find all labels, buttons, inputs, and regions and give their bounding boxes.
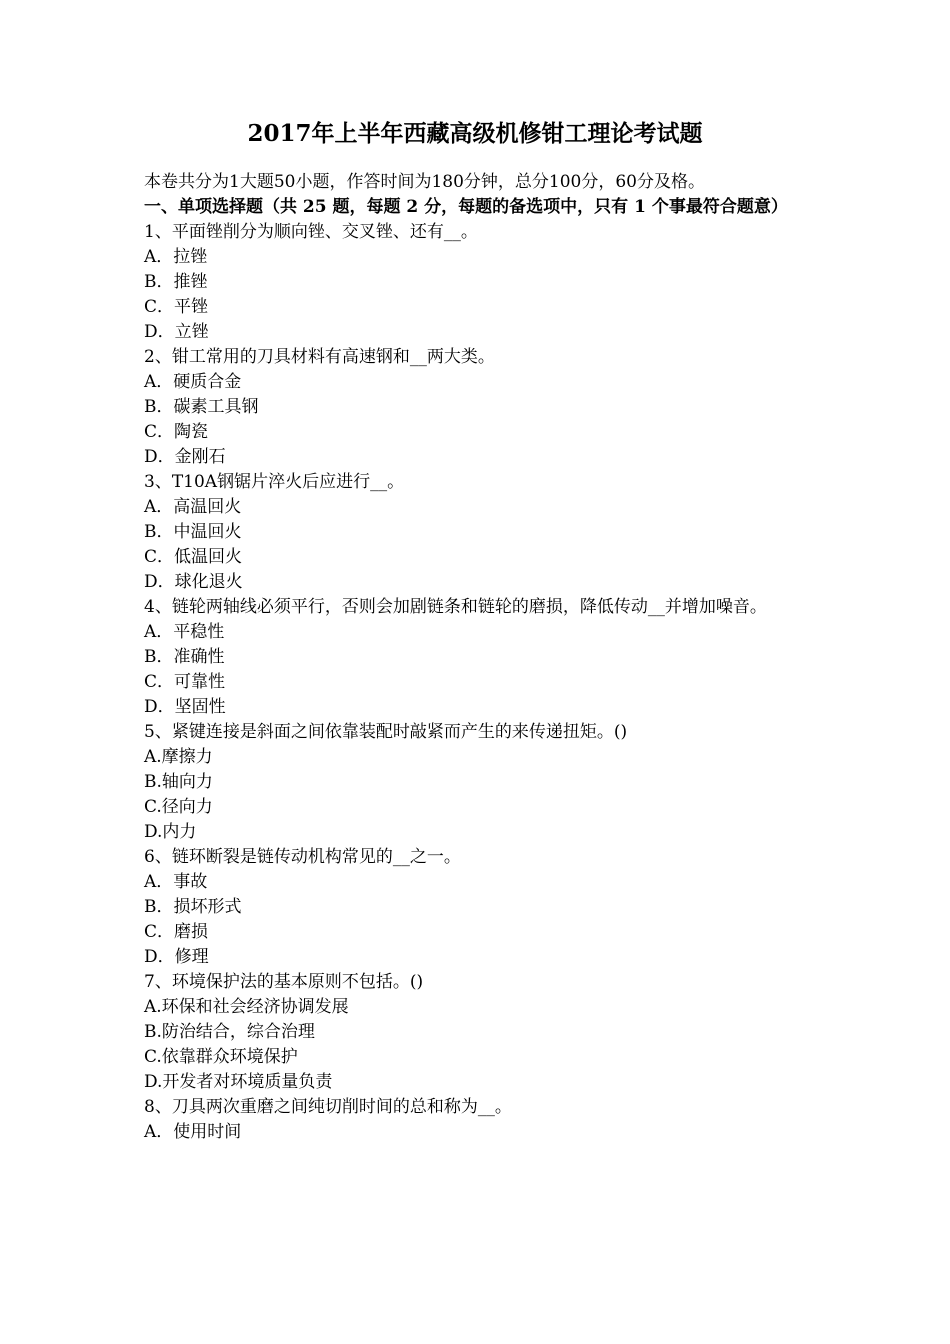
answer-option: C．可靠性 [144, 672, 226, 692]
question-stem: 2、钳工常用的刀具材料有高速钢和__两大类。 [144, 347, 495, 367]
answer-option: A．高温回火 [144, 497, 242, 517]
document-title: 2017年上半年西藏高级机修钳工理论考试题 [247, 120, 703, 147]
exam-intro: 本卷共分为1大题50小题，作答时间为180分钟，总分100分，60分及格。 [144, 172, 705, 192]
answer-option: D.开发者对环境质量负责 [144, 1072, 333, 1092]
answer-option: B．准确性 [144, 647, 225, 667]
answer-option: B．损坏形式 [144, 897, 242, 917]
question-item [144, 970, 814, 1095]
answer-option: D．立锉 [144, 322, 209, 342]
answer-option: C．陶瓷 [144, 422, 209, 442]
question-item [144, 470, 814, 595]
question-stem: 3、T10A钢锯片淬火后应进行__。 [144, 472, 405, 492]
answer-option: C.径向力 [144, 797, 213, 817]
question-item [144, 720, 814, 845]
question-item [144, 845, 814, 970]
answer-option: D．金刚石 [144, 447, 226, 467]
question-stem: 5、紧键连接是斜面之间依靠装配时敲紧而产生的来传递扭矩。() [144, 722, 628, 742]
answer-option: A.摩擦力 [144, 747, 213, 767]
question-item [144, 220, 814, 345]
question-item [144, 1095, 814, 1145]
answer-option: A．事故 [144, 872, 208, 892]
answer-option: B．中温回火 [144, 522, 242, 542]
question-stem: 1、平面锉削分为顺向锉、交叉锉、还有__。 [144, 222, 478, 242]
answer-option: B．碳素工具钢 [144, 397, 259, 417]
answer-option: D．球化退火 [144, 572, 243, 592]
document-body [144, 170, 814, 1145]
question-stem: 6、链环断裂是链传动机构常见的__之一。 [144, 847, 461, 867]
answer-option: A．拉锉 [144, 247, 208, 267]
question-stem: 8、刀具两次重磨之间纯切削时间的总和称为__。 [144, 1097, 512, 1117]
answer-option: D．坚固性 [144, 697, 226, 717]
question-item [144, 595, 814, 720]
answer-option: D．修理 [144, 947, 209, 967]
answer-option: A．平稳性 [144, 622, 225, 642]
answer-option: C．低温回火 [144, 547, 243, 567]
answer-option: B.轴向力 [144, 772, 213, 792]
section-heading: 一、单项选择题（共 25 题，每题 2 分，每题的备选项中，只有 1 个事最符合题意） [144, 197, 788, 217]
answer-option: A．使用时间 [144, 1122, 242, 1142]
answer-option: C．磨损 [144, 922, 209, 942]
answer-option: C．平锉 [144, 297, 209, 317]
answer-option: A．硬质合金 [144, 372, 242, 392]
question-list [144, 220, 814, 1145]
question-stem: 4、链轮两轴线必须平行，否则会加剧链条和链轮的磨损，降低传动__并增加噪音。 [144, 597, 767, 617]
question-stem: 7、环境保护法的基本原则不包括。() [144, 972, 424, 992]
answer-option: B．推锉 [144, 272, 208, 292]
question-item [144, 345, 814, 470]
answer-option: A.环保和社会经济协调发展 [144, 997, 349, 1017]
answer-option: C.依靠群众环境保护 [144, 1047, 298, 1067]
answer-option: D.内力 [144, 822, 197, 842]
answer-option: B.防治结合，综合治理 [144, 1022, 315, 1042]
